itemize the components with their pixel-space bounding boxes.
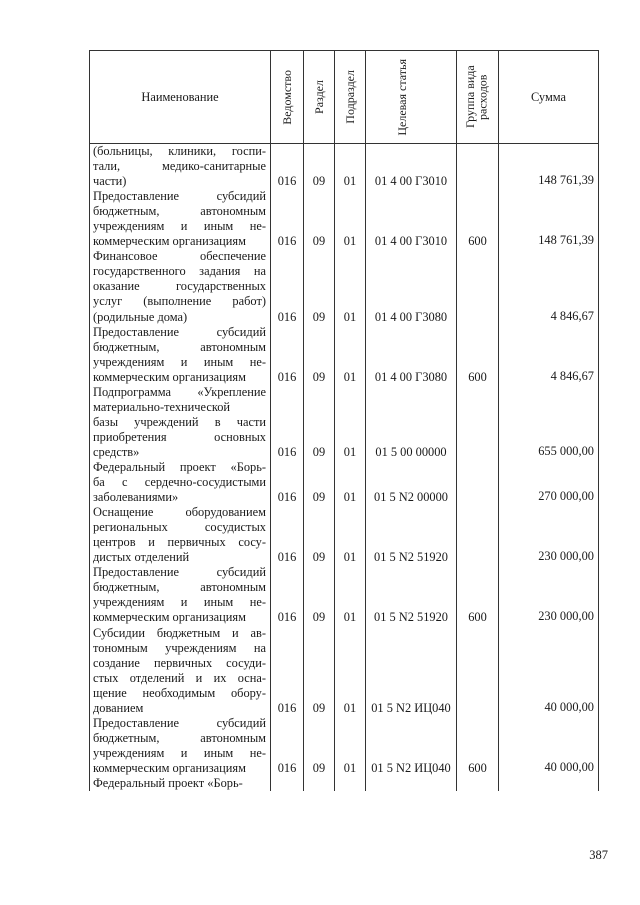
tselevaya-statya-cell: 01 4 00 Г3080 xyxy=(366,249,457,324)
name-line: бюджетным, автономным xyxy=(93,339,266,354)
summa-cell: 270 000,00 xyxy=(499,460,599,505)
tselevaya-statya-cell: 01 5 N2 ИЦ040 xyxy=(366,626,457,716)
row-name-cell xyxy=(90,626,271,716)
name-line: щение необходимым обору- xyxy=(93,685,266,700)
summa-cell: 40 000,00 xyxy=(499,626,599,716)
podrazdel-cell: 01 xyxy=(335,460,366,505)
razdel-cell: 09 xyxy=(304,505,335,565)
row-name-cell xyxy=(90,460,271,505)
name-line: Субсидии бюджетным и ав- xyxy=(93,625,266,640)
budget-table xyxy=(89,50,599,791)
vedomstvo-cell: 016 xyxy=(271,565,304,625)
podrazdel-cell: 01 xyxy=(335,385,366,460)
name-line: тономным учреждениям на xyxy=(93,640,266,655)
razdel-cell: 09 xyxy=(304,626,335,716)
razdel-cell: 09 xyxy=(304,325,335,385)
podrazdel-cell xyxy=(335,776,366,791)
table-row xyxy=(90,505,599,565)
name-line: средств» xyxy=(93,444,140,459)
name-line: дованием xyxy=(93,700,144,715)
row-name-cell xyxy=(90,144,271,190)
tselevaya-statya-cell: 01 5 N2 ИЦ040 xyxy=(366,716,457,776)
razdel-cell: 09 xyxy=(304,249,335,324)
vedomstvo-cell: 016 xyxy=(271,189,304,249)
name-line: (родильные дома) xyxy=(93,309,188,324)
podrazdel-cell: 01 xyxy=(335,716,366,776)
gruppa-cell xyxy=(457,505,499,565)
gruppa-cell: 600 xyxy=(457,565,499,625)
row-name-cell xyxy=(90,565,271,625)
podrazdel-cell: 01 xyxy=(335,325,366,385)
name-line: оказание государственных xyxy=(93,279,266,294)
name-line: Предоставление субсидий xyxy=(93,189,266,204)
name-line: учреждениям и иным не- xyxy=(93,595,266,610)
gruppa-cell xyxy=(457,144,499,190)
gruppa-cell xyxy=(457,626,499,716)
summa-cell: 655 000,00 xyxy=(499,385,599,460)
name-line: коммерческим организациям xyxy=(93,369,246,384)
name-line: создание первичных сосуди- xyxy=(93,655,266,670)
name-line: коммерческим организациям xyxy=(93,234,246,249)
name-line: региональных сосудистых xyxy=(93,520,266,535)
razdel-cell xyxy=(304,776,335,791)
tselevaya-statya-cell: 01 4 00 Г3080 xyxy=(366,325,457,385)
summa-cell: 148 761,39 xyxy=(499,189,599,249)
row-name-cell xyxy=(90,325,271,385)
name-line: учреждениям и иным не- xyxy=(93,745,266,760)
name-line: дистых отделений xyxy=(93,550,190,565)
table-row xyxy=(90,460,599,505)
podrazdel-cell: 01 xyxy=(335,144,366,190)
gruppa-cell xyxy=(457,776,499,791)
podrazdel-cell: 01 xyxy=(335,189,366,249)
name-line: Оснащение оборудованием xyxy=(93,505,266,520)
summa-cell xyxy=(499,776,599,791)
name-line: Предоставление субсидий xyxy=(93,715,266,730)
header-razdel: Раздел xyxy=(304,51,335,144)
name-line: коммерческим организациям xyxy=(93,760,246,775)
name-line: центров и первичных сосу- xyxy=(93,535,266,550)
table-row xyxy=(90,249,599,324)
table-header-row xyxy=(90,51,599,144)
summa-cell: 148 761,39 xyxy=(499,144,599,190)
header-gruppa-vida-rashodov: Группа вида расходов xyxy=(457,51,499,144)
razdel-cell: 09 xyxy=(304,144,335,190)
row-name-cell xyxy=(90,249,271,324)
tselevaya-statya-cell xyxy=(366,776,457,791)
razdel-cell: 09 xyxy=(304,460,335,505)
razdel-cell: 09 xyxy=(304,716,335,776)
row-name-cell xyxy=(90,776,271,791)
summa-cell: 4 846,67 xyxy=(499,249,599,324)
tselevaya-statya-cell: 01 4 00 Г3010 xyxy=(366,144,457,190)
table-row xyxy=(90,144,599,190)
table-row xyxy=(90,626,599,716)
vedomstvo-cell: 016 xyxy=(271,626,304,716)
table-row xyxy=(90,565,599,625)
name-line: учреждениям и иным не- xyxy=(93,354,266,369)
name-line: стых отделений и их осна- xyxy=(93,670,266,685)
vedomstvo-cell: 016 xyxy=(271,325,304,385)
row-name-cell xyxy=(90,716,271,776)
name-line: Предоставление субсидий xyxy=(93,324,266,339)
table-row xyxy=(90,716,599,776)
summa-cell: 230 000,00 xyxy=(499,505,599,565)
header-name: Наименование xyxy=(90,51,271,144)
gruppa-cell: 600 xyxy=(457,716,499,776)
name-line: Подпрограмма «Укрепление xyxy=(93,384,266,399)
podrazdel-cell: 01 xyxy=(335,249,366,324)
tselevaya-statya-cell: 01 4 00 Г3010 xyxy=(366,189,457,249)
razdel-cell: 09 xyxy=(304,385,335,460)
summa-cell: 40 000,00 xyxy=(499,716,599,776)
gruppa-cell xyxy=(457,385,499,460)
tselevaya-statya-cell: 01 5 00 00000 xyxy=(366,385,457,460)
podrazdel-cell: 01 xyxy=(335,626,366,716)
table-row xyxy=(90,325,599,385)
name-line: ба с сердечно-сосудистыми xyxy=(93,475,266,490)
name-line: бюджетным, автономным xyxy=(93,204,266,219)
razdel-cell: 09 xyxy=(304,565,335,625)
name-line: (больницы, клиники, госпи- xyxy=(93,144,266,158)
vedomstvo-cell: 016 xyxy=(271,385,304,460)
name-line: учреждениям и иным не- xyxy=(93,219,266,234)
row-name-cell xyxy=(90,385,271,460)
header-tselevaya-statya: Целевая статья xyxy=(366,51,457,144)
name-line: приобретения основных xyxy=(93,429,266,444)
tselevaya-statya-cell: 01 5 N2 51920 xyxy=(366,505,457,565)
name-line: базы учреждений в части xyxy=(93,414,266,429)
name-line: услуг (выполнение работ) xyxy=(93,294,266,309)
summa-cell: 4 846,67 xyxy=(499,325,599,385)
row-name-cell xyxy=(90,189,271,249)
name-line: Предоставление субсидий xyxy=(93,565,266,580)
table-row xyxy=(90,189,599,249)
podrazdel-cell: 01 xyxy=(335,565,366,625)
tselevaya-statya-cell: 01 5 N2 00000 xyxy=(366,460,457,505)
name-line: Федеральный проект «Борь- xyxy=(93,459,266,474)
vedomstvo-cell: 016 xyxy=(271,460,304,505)
gruppa-cell: 600 xyxy=(457,325,499,385)
tselevaya-statya-cell: 01 5 N2 51920 xyxy=(366,565,457,625)
vedomstvo-cell xyxy=(271,776,304,791)
name-line: Федеральный проект «Борь- xyxy=(93,775,243,790)
table-row xyxy=(90,385,599,460)
vedomstvo-cell: 016 xyxy=(271,249,304,324)
table-row xyxy=(90,776,599,791)
header-vedomstvo: Ведомство xyxy=(271,51,304,144)
name-line: тали, медико-санитарные xyxy=(93,159,266,174)
row-name-cell xyxy=(90,505,271,565)
header-podrazdel: Подраздел xyxy=(335,51,366,144)
gruppa-cell xyxy=(457,460,499,505)
podrazdel-cell: 01 xyxy=(335,505,366,565)
name-line: бюджетным, автономным xyxy=(93,580,266,595)
name-line: государственного задания на xyxy=(93,264,266,279)
razdel-cell: 09 xyxy=(304,189,335,249)
gruppa-cell: 600 xyxy=(457,189,499,249)
gruppa-cell xyxy=(457,249,499,324)
page-number: 387 xyxy=(589,848,608,862)
vedomstvo-cell: 016 xyxy=(271,505,304,565)
name-line: коммерческим организациям xyxy=(93,610,246,625)
name-line: бюджетным, автономным xyxy=(93,730,266,745)
name-line: заболеваниями» xyxy=(93,490,179,505)
summa-cell: 230 000,00 xyxy=(499,565,599,625)
header-summa: Сумма xyxy=(499,51,599,144)
vedomstvo-cell: 016 xyxy=(271,716,304,776)
vedomstvo-cell: 016 xyxy=(271,144,304,190)
name-line: Финансовое обеспечение xyxy=(93,249,266,264)
name-line: материально-технической xyxy=(93,399,231,414)
name-line: части) xyxy=(93,174,127,189)
